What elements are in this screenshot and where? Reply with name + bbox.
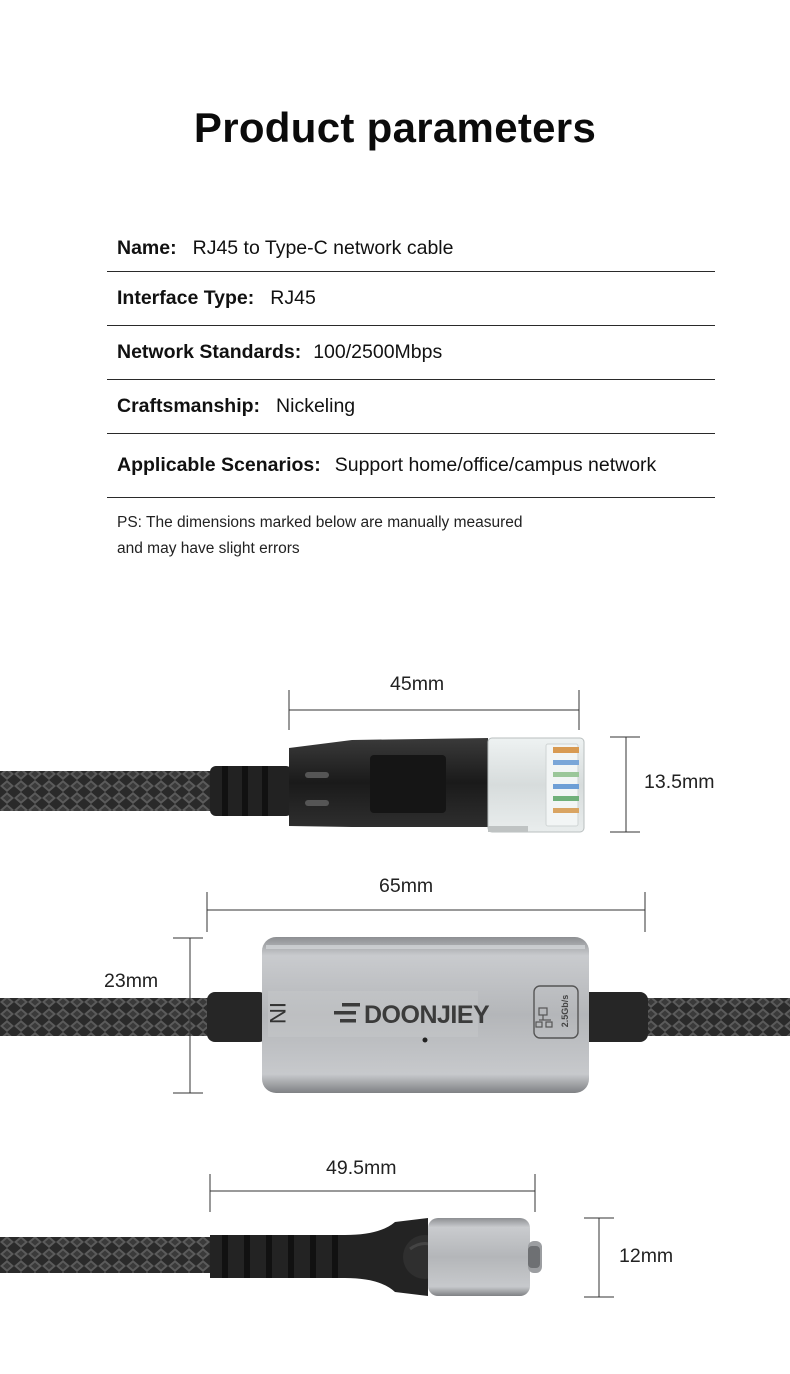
param-value: Support home/office/campus network [334,454,657,476]
dimension-rj45-length: 45mm [390,673,445,695]
param-key: Interface Type: [117,287,255,309]
param-value: RJ45 [270,287,316,309]
param-key: Network Standards: [117,341,302,363]
param-key: Name: [117,237,177,259]
dimension-typec-height: 12mm [619,1245,674,1267]
dimension-adapter-length: 65mm [379,875,434,897]
dimension-adapter-height: 23mm [104,970,159,992]
note-line-1: PS: The dimensions marked below are manually measured [117,514,523,531]
note-line-2: and may have slight errors [117,540,300,557]
param-value: RJ45 to Type-C network cable [192,237,454,259]
param-key: Craftsmanship: [117,395,261,417]
rj45-connector [0,690,640,832]
typec-connector [0,1174,614,1297]
page-title: Product parameters [193,104,597,151]
brand-name: DOONJIEY [364,1001,490,1029]
dimension-rj45-height: 13.5mm [644,771,715,793]
param-key: Applicable Scenarios: [117,454,321,476]
param-value: 100/2500Mbps [313,341,443,363]
dimension-typec-length: 49.5mm [326,1157,397,1179]
param-value: Nickeling [276,395,356,417]
port-label: IN [265,1002,291,1024]
speed-label: 2.5Gb/s [560,994,570,1028]
